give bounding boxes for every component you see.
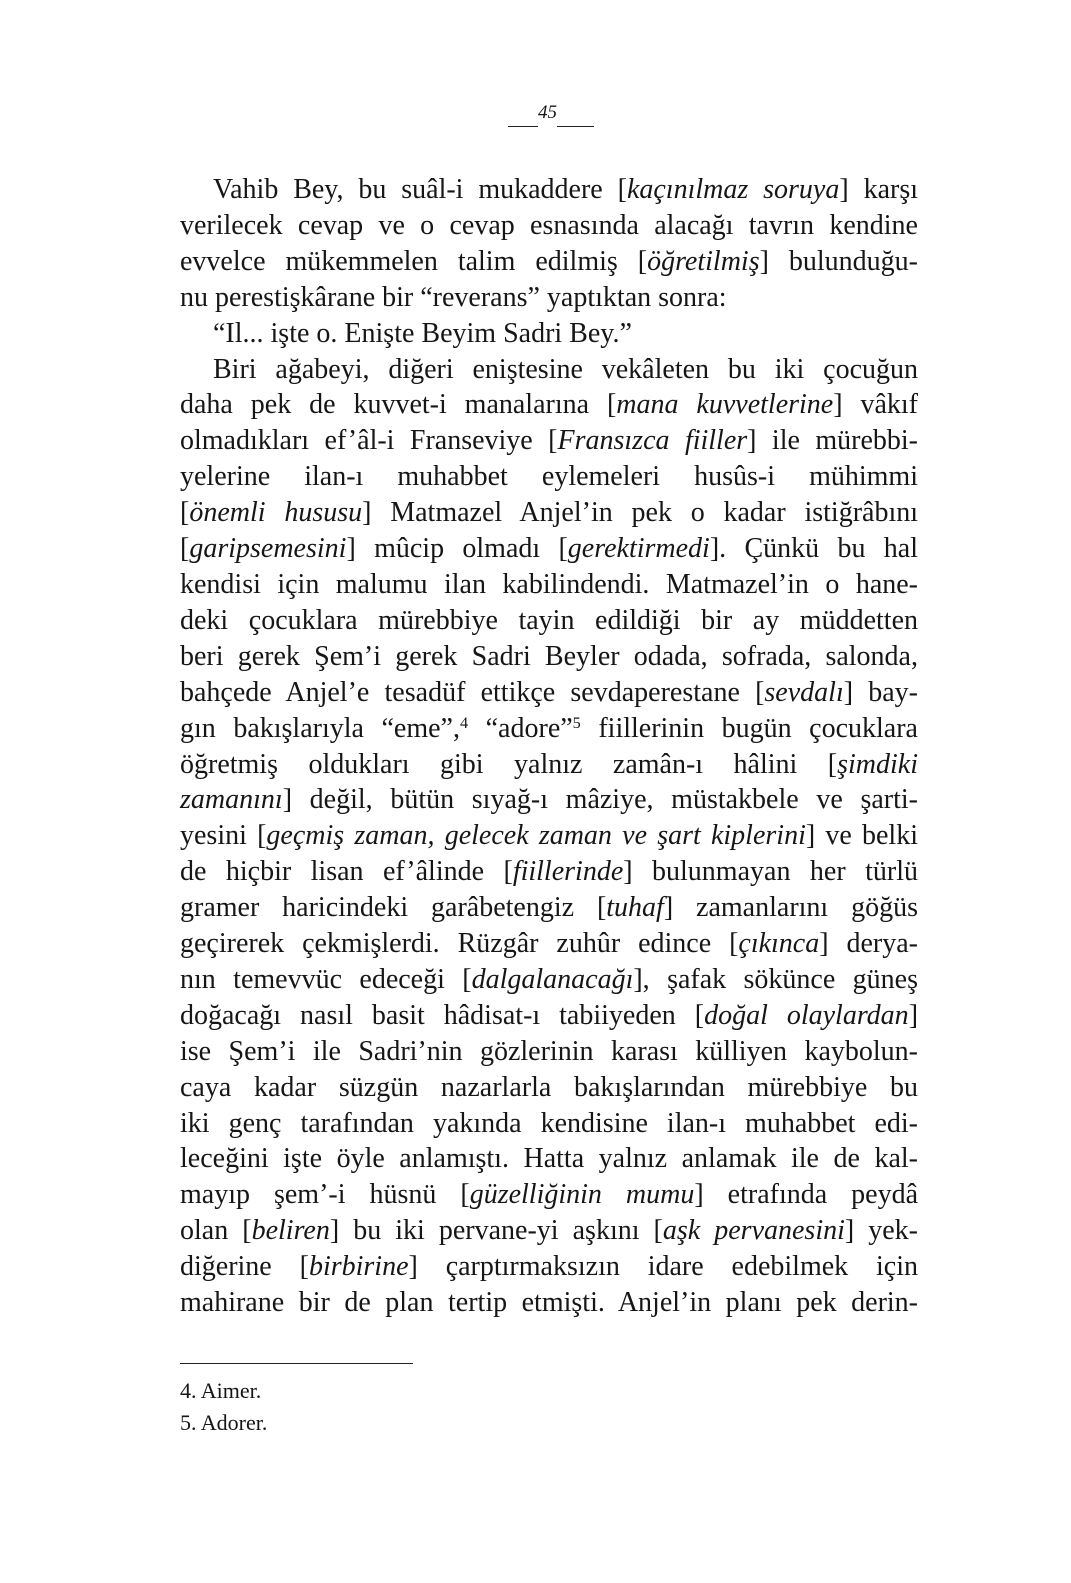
footnote-ref: 5: [572, 713, 581, 732]
text-run: verilecek cevap ve o cevap esnasında alacağı tavrın kendine: [180, 209, 918, 241]
gloss-italic: beliren: [251, 1215, 330, 1247]
text-run: ] Matmazel Anjel’in pek o kadar istiğrâbını: [362, 497, 919, 529]
text-run: mahirane bir de plan tertip etmişti. Anjel’in planı pek derin-: [180, 1287, 918, 1319]
footnote-5: [180, 1407, 267, 1439]
text-run: ] karşı: [839, 174, 918, 205]
footnote-number: 5.: [180, 1410, 197, 1435]
text-line: [180, 1285, 918, 1321]
text-line: [180, 567, 918, 603]
text-run: diğerine [: [180, 1251, 309, 1283]
text-run: ise Şem’i ile Sadri’nin gözlerinin karası külliyen kaybolun-: [180, 1035, 918, 1067]
text-line: [180, 352, 918, 388]
text-run: [: [180, 533, 190, 565]
text-run: Vahib Bey, bu suâl-i mukaddere [: [213, 174, 627, 205]
page-number-header: [508, 100, 594, 130]
text-line: [180, 1070, 918, 1106]
text-run: olmadıkları ef’âl-i Franseviye [: [180, 425, 558, 457]
text-run: nın temevvüc edeceği [: [180, 963, 472, 995]
footnote-4: [180, 1375, 267, 1407]
text-run: ] vâkıf: [833, 389, 919, 421]
text-run: ]. Çünkü bu hal: [709, 533, 918, 565]
gloss-italic: çıkınca: [738, 928, 820, 960]
footnote-number: 4.: [180, 1378, 197, 1403]
text-run: ] mûcip olmadı [: [346, 533, 568, 565]
text-line: [180, 1249, 918, 1285]
text-line: [180, 890, 918, 926]
text-line: [180, 387, 918, 423]
text-run: ] yek-: [844, 1215, 918, 1247]
text-line: [180, 316, 918, 352]
page-number: 45: [538, 102, 557, 123]
text-line: [180, 782, 918, 818]
text-run: iki genç tarafından yakında kendisine ilan-ı muhabbet edi-: [180, 1107, 918, 1139]
text-line: [180, 747, 918, 783]
text-run: fiillerinin bugün çocuklara: [580, 712, 918, 744]
text-run: daha pek de kuvvet-i manalarına [: [180, 389, 617, 421]
text-line: [180, 711, 918, 747]
text-run: olan [: [180, 1215, 252, 1247]
footnote-separator: [180, 1363, 413, 1364]
gloss-italic: önemli hususu: [189, 497, 363, 529]
text-run: öğretmiş oldukları gibi yalnız zamân-ı hâlini [: [180, 748, 838, 780]
gloss-italic: tuhaf: [606, 892, 664, 924]
gloss-italic: güzelliğinin mumu: [469, 1179, 695, 1211]
gloss-italic: sevdalı: [764, 676, 844, 708]
paragraph: [180, 316, 918, 352]
folio-rule-right: [557, 126, 594, 128]
text-run: ]: [908, 999, 919, 1031]
text-run: ], şafak sökünce güneş: [633, 963, 918, 995]
text-line: [180, 531, 918, 567]
text-run: evvelce mükemmelen talim edilmiş [: [180, 245, 648, 277]
text-run: bahçede Anjel’e tesadüf ettikçe sevdaperestane [: [180, 676, 765, 708]
gloss-italic: Fransızca fiiller: [557, 425, 748, 457]
text-line: [180, 1034, 918, 1070]
text-line: [180, 1213, 918, 1249]
text-run: [: [180, 497, 190, 529]
text-line: [180, 172, 918, 208]
text-run: caya kadar süzgün nazarlarla bakışlarından mürebbiye bu: [180, 1071, 918, 1103]
text-line: [180, 603, 918, 639]
text-run: ] bulunduğu-: [759, 245, 919, 277]
text-run: ] derya-: [819, 928, 918, 960]
text-line: [180, 998, 918, 1034]
text-line: [180, 423, 918, 459]
paragraph: [180, 352, 918, 1321]
text-line: [180, 1177, 918, 1213]
text-line: [180, 208, 918, 244]
text-run: “Il... işte o. Enişte Beyim Sadri Bey.”: [213, 317, 632, 349]
text-run: ] zamanlarını göğüs: [663, 892, 918, 924]
footnotes: [180, 1375, 267, 1439]
paragraph: [180, 172, 918, 316]
text-run: nu perestişkârane bir “reverans” yaptıktan sonra:: [180, 281, 727, 313]
gloss-italic: mana kuvvetlerine: [616, 389, 834, 421]
text-run: kendisi için malumu ilan kabilindendi. Matmazel’in o hane-: [180, 568, 918, 600]
text-run: gın bakışlarıyla “eme”,: [180, 712, 460, 744]
text-line: [180, 962, 918, 998]
text-line: [180, 495, 918, 531]
footnote-text: Aimer.: [200, 1378, 262, 1403]
footnote-text: Adorer.: [200, 1410, 268, 1435]
gloss-italic: öğretilmiş: [647, 245, 760, 277]
text-line: [180, 818, 918, 854]
gloss-italic: kaçınılmaz soruya: [626, 174, 840, 205]
gloss-italic: birbirine: [308, 1251, 409, 1283]
text-line: [180, 459, 918, 495]
text-run: gramer haricindeki garâbetengiz [: [180, 892, 607, 924]
gloss-italic: dalgalanacağı: [471, 963, 634, 995]
text-line: [180, 854, 918, 890]
gloss-italic: gerektirmedi: [567, 533, 710, 565]
gloss-italic: şimdiki: [837, 748, 918, 780]
text-run: ] çarptırmaksızın idare edebilmek için: [408, 1251, 919, 1283]
text-run: ] bay-: [843, 676, 918, 708]
gloss-italic: aşk pervanesini: [662, 1215, 845, 1247]
text-run: leceğini işte öyle anlamıştı. Hatta yalnız anlamak ile de kal-: [180, 1143, 918, 1175]
gloss-italic: fiillerinde: [512, 856, 624, 888]
text-run: yesini [: [180, 820, 267, 852]
text-run: geçirerek çekmişlerdi. Rüzgâr zuhûr edince [: [180, 928, 739, 960]
text-run: ] bulunmayan her türlü: [623, 856, 918, 888]
text-run: doğacağı nasıl basit hâdisat-ı tabiiyeden [: [180, 999, 705, 1031]
body-text: [180, 172, 918, 1321]
text-run: beri gerek Şem’i gerek Sadri Beyler odada, sofrada, salonda,: [180, 640, 918, 672]
text-line: [180, 926, 918, 962]
text-run: ] etrafında peydâ: [694, 1179, 918, 1211]
text-line: [180, 244, 918, 280]
text-run: ] değil, bütün sıyağ-ı mâziye, müstakbele ve şarti-: [282, 784, 918, 816]
footnote-ref: 4: [459, 713, 469, 732]
text-run: Biri ağabeyi, diğeri eniştesine vekâleten bu iki çocuğun: [213, 353, 918, 385]
text-line: [180, 639, 918, 675]
folio-rule-left: [508, 126, 538, 128]
text-run: “adore”: [468, 712, 573, 744]
text-run: deki çocuklara mürebbiye tayin edildiği bir ay müddetten: [180, 604, 918, 636]
text-line: [180, 280, 918, 316]
gloss-italic: doğal olaylardan: [704, 999, 909, 1031]
text-run: mayıp şem’-i hüsnü [: [180, 1179, 470, 1211]
text-run: yelerine ilan-ı muhabbet eylemeleri husûs-i mühimmi: [180, 461, 918, 493]
text-run: de hiçbir lisan ef’âlinde [: [180, 856, 513, 888]
text-line: [180, 675, 918, 711]
text-run: ] ve belki: [805, 820, 918, 852]
gloss-italic: garipsemesini: [189, 533, 347, 565]
gloss-italic: zamanını: [180, 784, 283, 816]
text-run: ] bu iki pervane-yi aşkını [: [329, 1215, 663, 1247]
text-line: [180, 1141, 918, 1177]
text-run: ] ile mürebbi-: [747, 425, 918, 457]
gloss-italic: geçmiş zaman, gelecek zaman ve şart kiplerini: [266, 820, 806, 852]
text-line: [180, 1106, 918, 1142]
